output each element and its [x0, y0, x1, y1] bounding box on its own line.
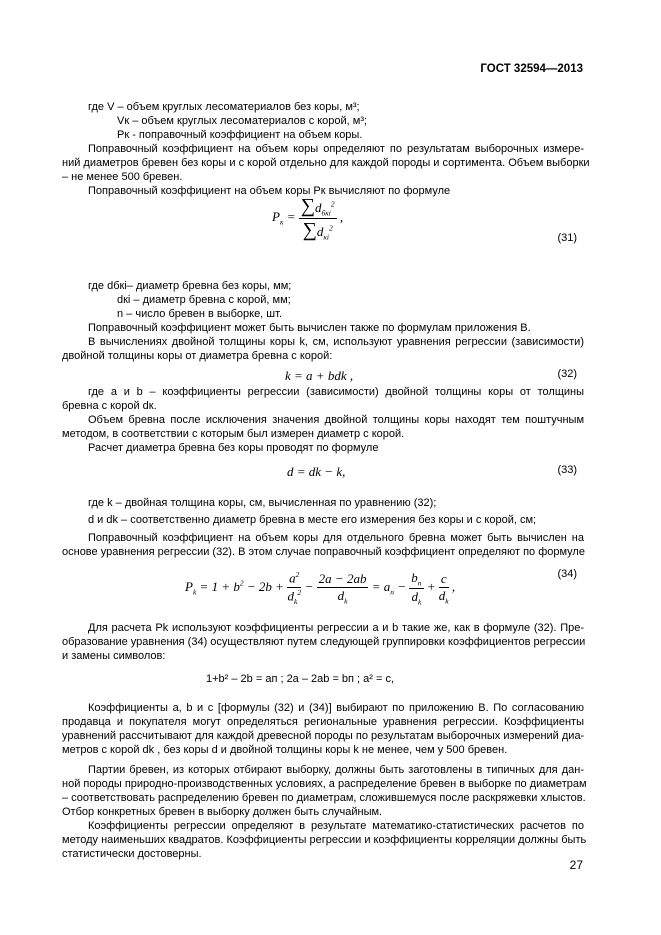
text-line: Для расчета Pk используют коэффициенты регрессии a и b такие же, как в формуле (32). Пре- — [88, 622, 584, 634]
text-line: Партии бревен, из которых отбирают выборку, должны быть заготовлены в типичных для дан- — [88, 764, 584, 776]
text-line: ний диаметров бревен без коры и с корой отдельно для каждой породы и сортимента. Объем выборки — [62, 157, 590, 169]
equation-34: $P_k = 1 + b^2 - 2b$ + $\frac{a^2}{d_k^2}$ − $\frac{2a - 2ab}{d_k}$ = $a_п$ − $\frac{b_п}{d_k}$ + $\frac{c}{d_k}$ , — [185, 570, 456, 607]
text-line: Коэффициенты регрессии определяют в результате математико-статистических расчетов по — [88, 820, 584, 832]
equation-number: (33) — [557, 464, 577, 476]
text-line: Pк - поправочный коэффициент на объем коры. — [117, 129, 363, 141]
text-line: методу наименьших квадратов. Коэффициенты регрессии и коэффициенты корреляции должны быть — [62, 834, 587, 846]
text-line: где k – двойная толщина коры, см, вычисленная по уравнению (32); — [88, 497, 437, 509]
text-line: метров с корой dk , без коры d и двойной толщины коры k не менее, чем у 500 бревен. — [62, 744, 508, 756]
text-line: – не менее 500 бревен. — [62, 171, 183, 183]
equation-number: (32) — [557, 368, 577, 380]
equation-33: d = dk − k, — [287, 464, 346, 479]
text-line: где V – объем круглых лесоматериалов без коры, м³; — [88, 101, 360, 113]
equation-number: (31) — [557, 232, 577, 244]
text-line: статистически достоверны. — [62, 848, 202, 860]
text-line: образование уравнения (34) осуществляют путем следующей группировки коэффициентов регрессии — [62, 636, 586, 648]
text-line: Vк – объем круглых лесоматериалов с корой, м³; — [117, 115, 368, 127]
equation-32: k = a + bdk , — [285, 368, 354, 383]
text-line: В вычислениях двойной толщины коры k, см, используют уравнения регрессии (зависимости) — [88, 336, 584, 348]
text-line: продавца и покупателя могут определяться региональные уравнения регрессии. Коэффициенты — [62, 716, 584, 728]
text-line: Поправочный коэффициент может быть вычислен также по формулам приложения В. — [88, 322, 531, 334]
page-number: 27 — [569, 858, 583, 872]
text-line: где dбкi– диаметр бревна без коры, мм; — [88, 280, 292, 292]
text-line: Отбор конкретных бревен в выборку должен быть случайным. — [62, 806, 383, 818]
text-line: основе уравнения регрессии (32). В этом случае поправочный коэффициент определяют по формуле — [62, 546, 585, 558]
text-line: Объем бревна после исключения значения двойной толщины коры находят тем поштучным — [88, 414, 584, 426]
text-line: Расчет диаметра бревна без коры проводят по формуле — [88, 442, 379, 454]
formula-line: 1+b² – 2b = aп ; 2a – 2ab = bп ; a² = c, — [206, 673, 395, 685]
equation-number: (34) — [557, 568, 577, 580]
text-line: методом, в соответствии с которым был измерен диаметр с корой. — [62, 428, 405, 440]
standard-header: ГОСТ 32594—2013 — [480, 63, 583, 75]
text-line: – соответствовать распределению бревен по диаметрам, сложившемуся после раскряжевки хлыстов. — [62, 792, 586, 804]
text-line: dкi – диаметр бревна с корой, мм; — [117, 294, 291, 306]
text-line: ной породы природно-производственных условиях, а распределение бревен в выборке по диаметрам — [62, 778, 587, 790]
text-line: Поправочный коэффициент на объем коры Pк вычисляют по формуле — [88, 185, 451, 197]
text-line: двойной толщины коры от диаметра бревна с корой: — [62, 350, 333, 362]
text-line: уравнений рассчитывают для каждой древесной породы по результатам выборочных измерений диа- — [62, 730, 585, 742]
text-line: где a и b – коэффициенты регрессии (зависимости) двойной толщины коры от толщины — [88, 386, 584, 398]
text-line: Коэффициенты a, b и c [формулы (32) и (34)] выбирают по приложению В. По согласованию — [88, 702, 584, 714]
text-line: бревна с корой dк. — [62, 400, 157, 412]
text-line: Поправочный коэффициент на объем коры определяют по результатам выборочных измере- — [88, 143, 584, 155]
text-line: d и dk – соответственно диаметр бревна в месте его измерения без коры и с корой, см; — [88, 514, 537, 526]
equation-31: $P_к$ = $\frac{\sum d_{бкi}^2}{\sum d_{кi}^2}$ , — [272, 195, 344, 242]
text-line: n – число бревен в выборке, шт. — [117, 308, 282, 320]
text-line: и замены символов: — [62, 650, 166, 662]
text-line: Поправочный коэффициент на объем коры для отдельного бревна может быть вычислен на — [88, 532, 584, 544]
